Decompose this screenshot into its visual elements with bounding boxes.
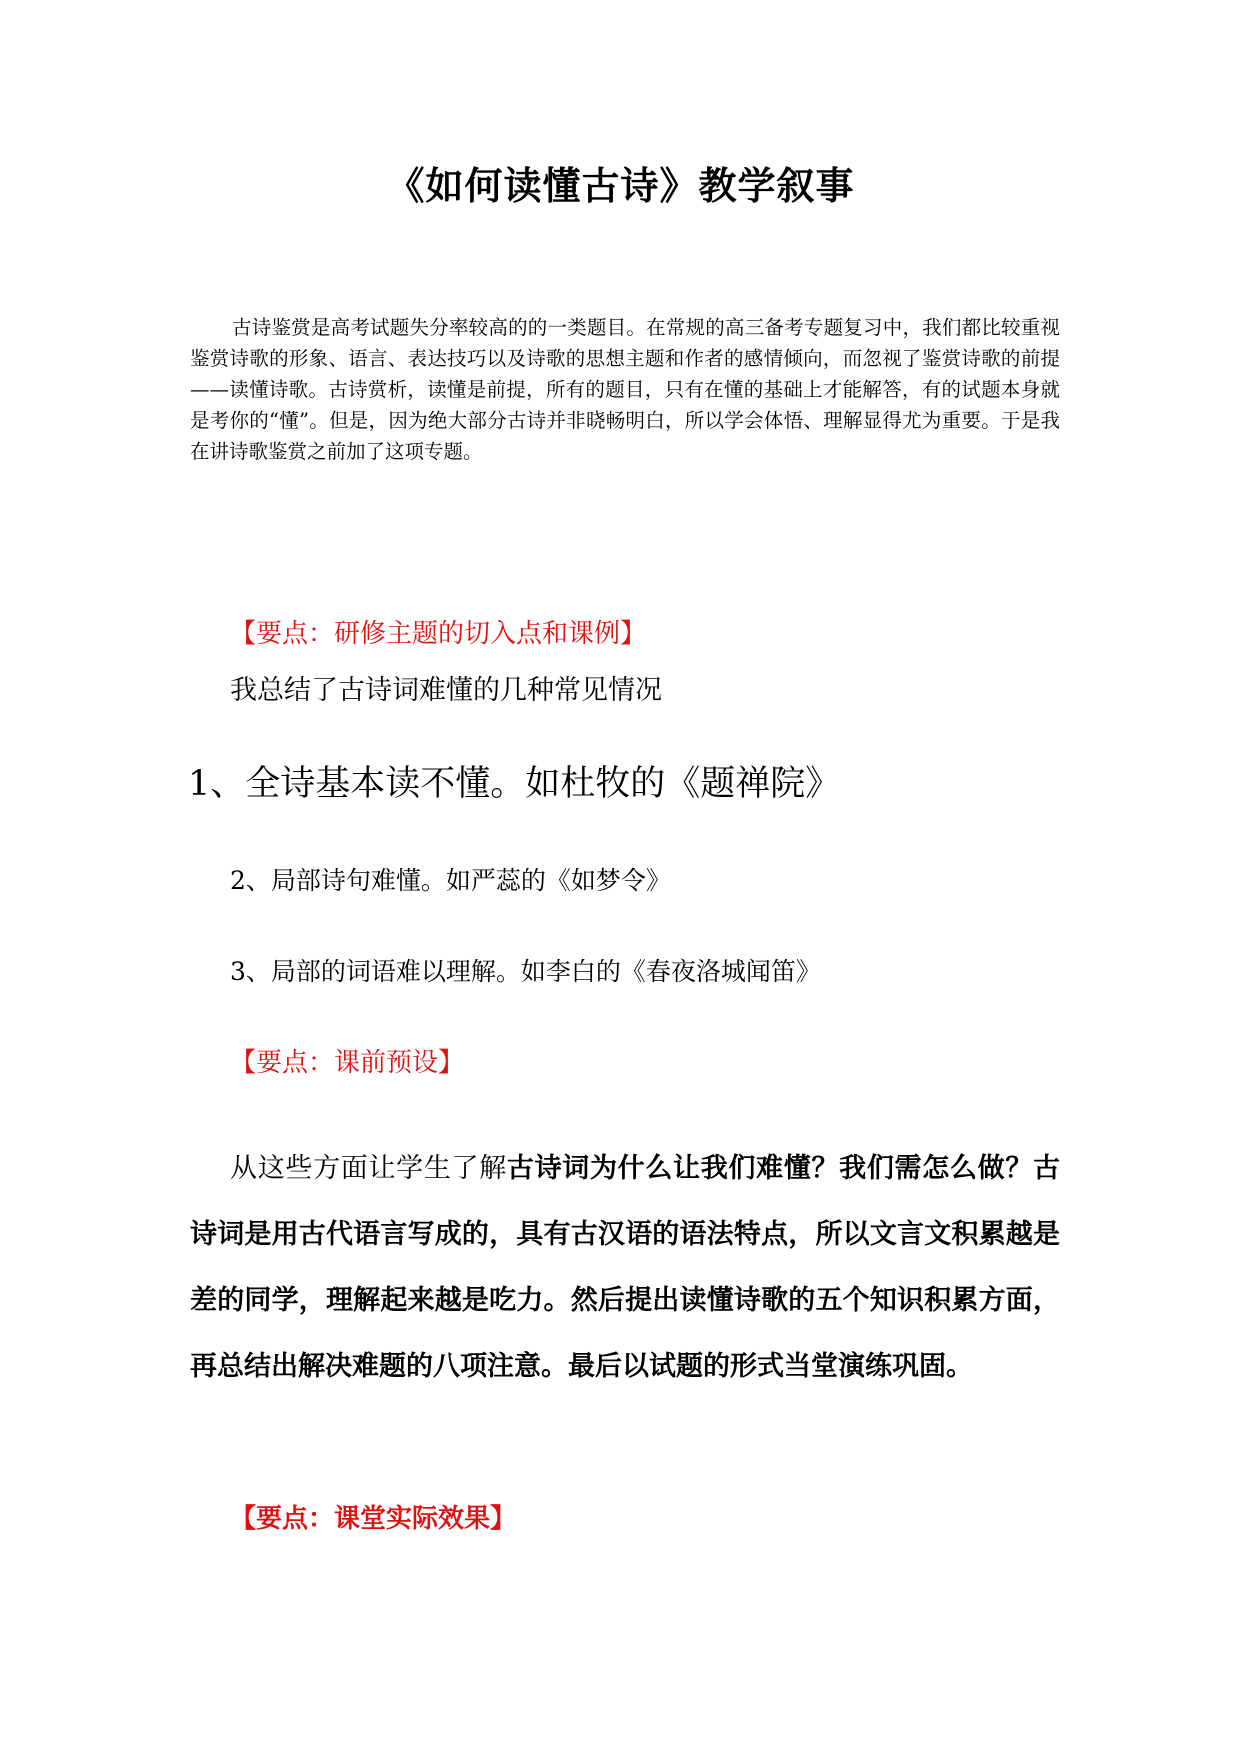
keypoint-class-effect: 【要点：课堂实际效果】 [230, 1504, 517, 1534]
list-item-2: 2、局部诗句难懂。如严蕊的《如梦令》 [230, 866, 671, 895]
body-paragraph [190, 1136, 1060, 1400]
list-item-1: 1、全诗基本读不懂。如杜牧的《题禅院》 [188, 764, 841, 804]
intro-paragraph: 古诗鉴赏是高考试题失分率较高的的一类题目。在常规的高三备考专题复习中，我们都比较重视鉴赏诗歌的形象、语言、表达技巧以及诗歌的思想主题和作者的感情倾向，而忽视了鉴赏诗歌的前提——读懂诗歌。古诗赏析，读懂是前提，所有的题目，只有在懂的基础上才能解答，有的试题本身就是考你的“懂”。但是，因为绝大部分古诗并非晓畅明白，所以学会体悟、理解显得尤为重要。于是我在讲诗歌鉴赏之前加了这项专题。 [190, 316, 1060, 463]
keypoint-preclass-plan: 【要点：课前预设】 [230, 1048, 465, 1078]
keypoint-research-topic: 【要点：研修主题的切入点和课例】 [230, 619, 647, 649]
summary-line: 我总结了古诗词难懂的几种常见情况 [230, 675, 662, 706]
body-bold-text: 古诗词为什么让我们难懂？我们需怎么做？古诗词是用古代语言写成的，具有古汉语的语法特点，所以文言文积累越是差的同学，理解起来越是吃力。然后提出读懂诗歌的五个知识积累方面，再总结出解决难题的八项注意。最后以试题的形式当堂演练巩固。 [190, 1153, 1061, 1382]
document-title: 《如何读懂古诗》教学叙事 [386, 163, 855, 208]
body-plain-text: 从这些方面让学生了解 [230, 1153, 507, 1184]
list-item-3: 3、局部的词语难以理解。如李白的《春夜洛城闻笛》 [230, 957, 821, 986]
